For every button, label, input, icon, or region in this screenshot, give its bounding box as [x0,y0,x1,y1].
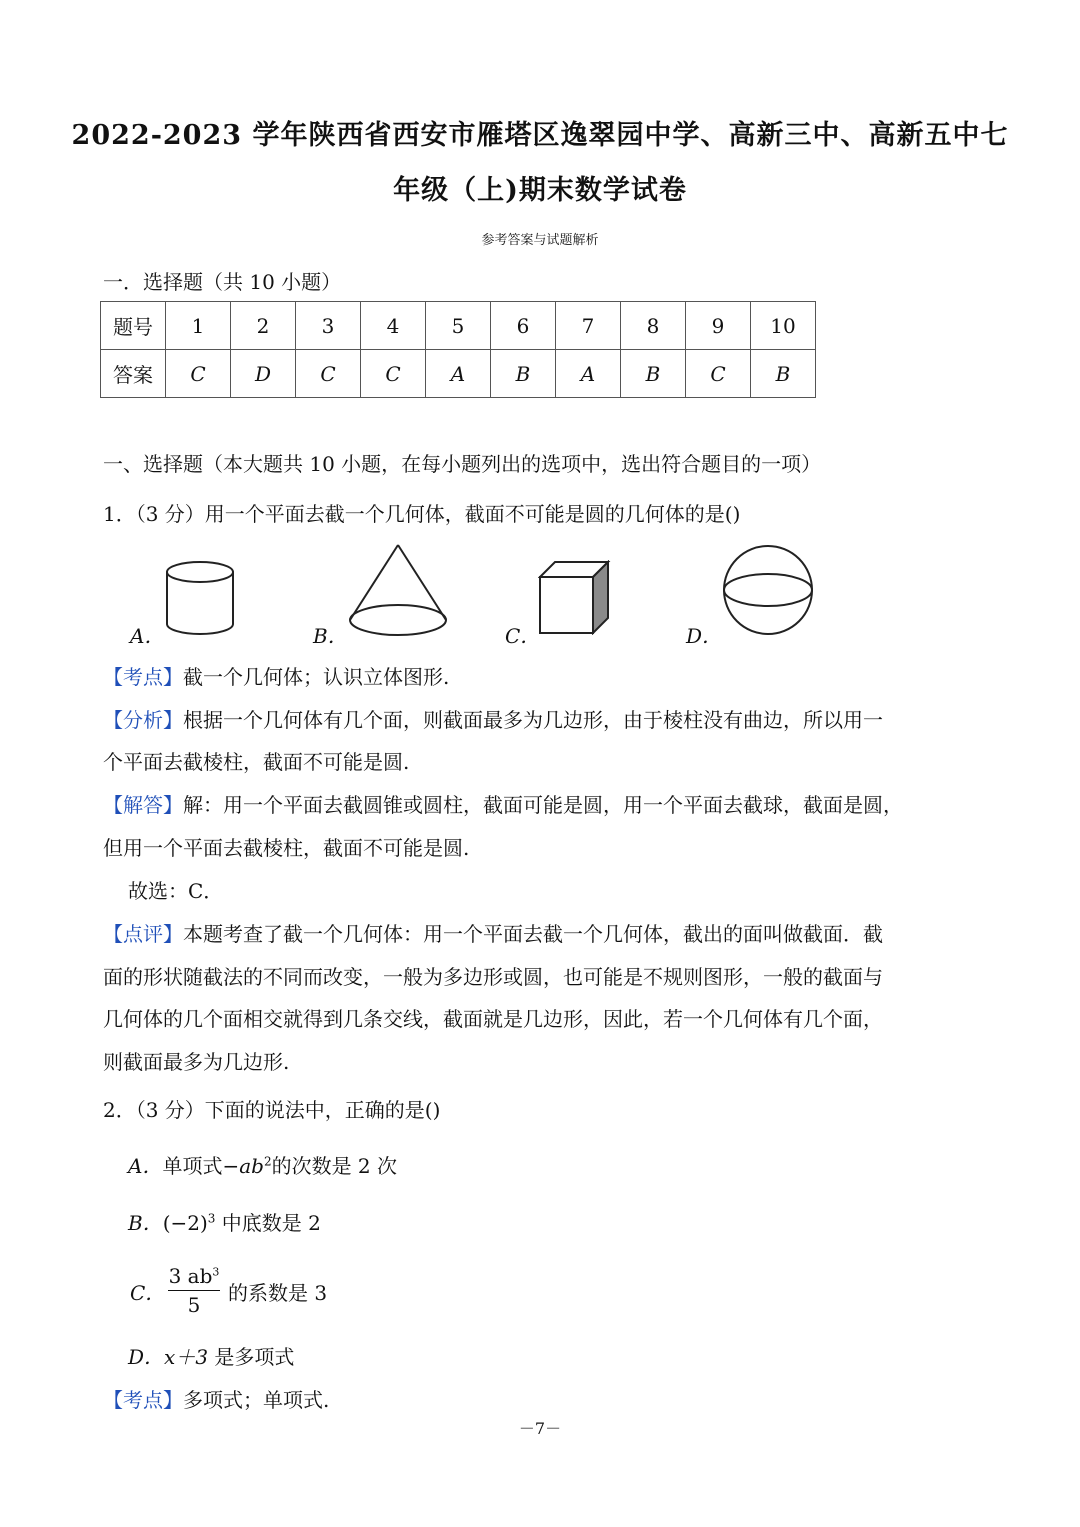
q2-option-d-math: x＋3 [164,1345,209,1369]
q2-stem: 2．（3 分）下面的说法中，正确的是() [103,1098,441,1122]
q1-option-d-label: D． [686,624,723,648]
answer-cell: B [621,350,686,398]
document-subtitle: 参考答案与试题解析 [481,233,599,248]
q2-option-b-post: 中底数是 2 [215,1211,321,1235]
fenxi-text: 根据一个几何体有几个面，则截面最多为几边形，由于棱柱没有曲边，所以用一 [183,708,883,732]
q2-option-c-fraction [168,1264,220,1317]
answer-cell: B [751,350,816,398]
q1-answer: 故选：C． [128,879,224,903]
q2-option-d-label: D． [128,1345,165,1369]
kaodian-text: 截一个几何体；认识立体图形. [183,665,450,689]
answer-cell: C [296,350,361,398]
cone-icon [347,543,449,638]
answer-cell: B [491,350,556,398]
answer-cell: C [686,350,751,398]
dianping-text: 本题考查了截一个几何体：用一个平面去截一个几何体，截出的面叫做截面．截 [183,922,883,946]
question-number: 5 [426,302,491,350]
q2-option-a-math: −ab [222,1154,264,1178]
table-row [101,350,816,398]
question-number: 7 [556,302,621,350]
q1-jieda-line2: 但用一个平面去截棱柱，截面不可能是圆. [103,836,470,860]
numerator-exponent: 3 [212,1265,220,1279]
document-title-line2: 年级（上)期末数学试卷 [393,175,687,206]
sphere-icon [721,544,815,636]
answer-table [100,301,816,398]
q2-kaodian [103,1384,329,1413]
question-number: 10 [751,302,816,350]
q1-dianping-line4: 则截面最多为几边形. [103,1050,290,1074]
q1-jieda-line1 [103,789,903,818]
q1-option-b-label: B． [313,624,348,648]
question-number: 4 [361,302,426,350]
kaodian-text: 多项式；单项式. [183,1388,330,1412]
q2-option-b-exponent: 3 [207,1211,216,1226]
answer-cell: D [231,350,296,398]
q1-option-c-label: C． [505,624,541,648]
numerator-text: 3 ab [168,1264,213,1288]
question-number: 1 [166,302,231,350]
section1-heading: 一．选择题（共 10 小题） [103,270,342,294]
question-number: 2 [231,302,296,350]
q1-dianping-line3: 几何体的几个面相交就得到几条交线，截面就是几边形，因此，若一个几何体有几个面， [103,1007,883,1031]
answer-cell: A [556,350,621,398]
q1-dianping-line2: 面的形状随截法的不同而改变，一般为多边形或圆，也可能是不规则图形，一般的截面与 [103,965,883,989]
cylinder-icon [165,560,237,638]
kaodian-tag: 【考点】 [103,665,183,689]
answer-cell: C [361,350,426,398]
jieda-tag: 【解答】 [103,793,183,817]
q1-dianping-line1 [103,918,883,947]
section2-heading: 一、选择题（本大题共 10 小题，在每小题列出的选项中，选出符合题目的一项） [103,452,822,476]
dianping-tag: 【点评】 [103,922,183,946]
q2-option-a-post: 的次数是 2 次 [271,1154,398,1178]
q2-option-b-math: (−2) [162,1211,208,1235]
q1-kaodian [103,661,449,690]
fraction-denominator: 5 [187,1293,201,1317]
table-row-label: 题号 [101,302,166,350]
q2-option-a-exponent: 2 [263,1154,272,1169]
q2-option-c-post: 的系数是 3 [228,1281,328,1305]
q1-stem: 1．（3 分）用一个平面去截一个几何体，截面不可能是圆的几何体的是() [103,502,741,526]
q2-option-a-pre: 单项式 [162,1154,223,1178]
jieda-text: 解：用一个平面去截圆锥或圆柱，截面可能是圆，用一个平面去截球，截面是圆， [183,793,903,817]
table-row [101,302,816,350]
answer-cell: A [426,350,491,398]
question-number: 3 [296,302,361,350]
page-number: －7－ [518,1419,562,1438]
q2-option-d-post: 是多项式 [214,1345,295,1369]
q2-option-b [128,1207,321,1236]
q2-option-b-label: B． [128,1211,163,1235]
q2-option-d [128,1341,294,1370]
question-number: 6 [491,302,556,350]
fenxi-tag: 【分析】 [103,708,183,732]
question-number: 9 [686,302,751,350]
q1-fenxi-line2: 个平面去截棱柱，截面不可能是圆. [103,750,410,774]
fraction-numerator [168,1264,220,1291]
q1-fenxi-line1 [103,704,883,733]
q2-option-a [128,1150,397,1179]
q1-option-a-label: A． [130,624,165,648]
document-title-line1: 2022-2023 学年陕西省西安市雁塔区逸翠园中学、高新三中、高新五中七 [71,120,1009,151]
q2-option-c-label: C． [130,1281,166,1305]
table-row-label: 答案 [101,350,166,398]
answer-cell: C [166,350,231,398]
q2-option-a-label: A． [128,1154,163,1178]
kaodian-tag: 【考点】 [103,1388,183,1412]
question-number: 8 [621,302,686,350]
cube-icon [538,560,611,635]
